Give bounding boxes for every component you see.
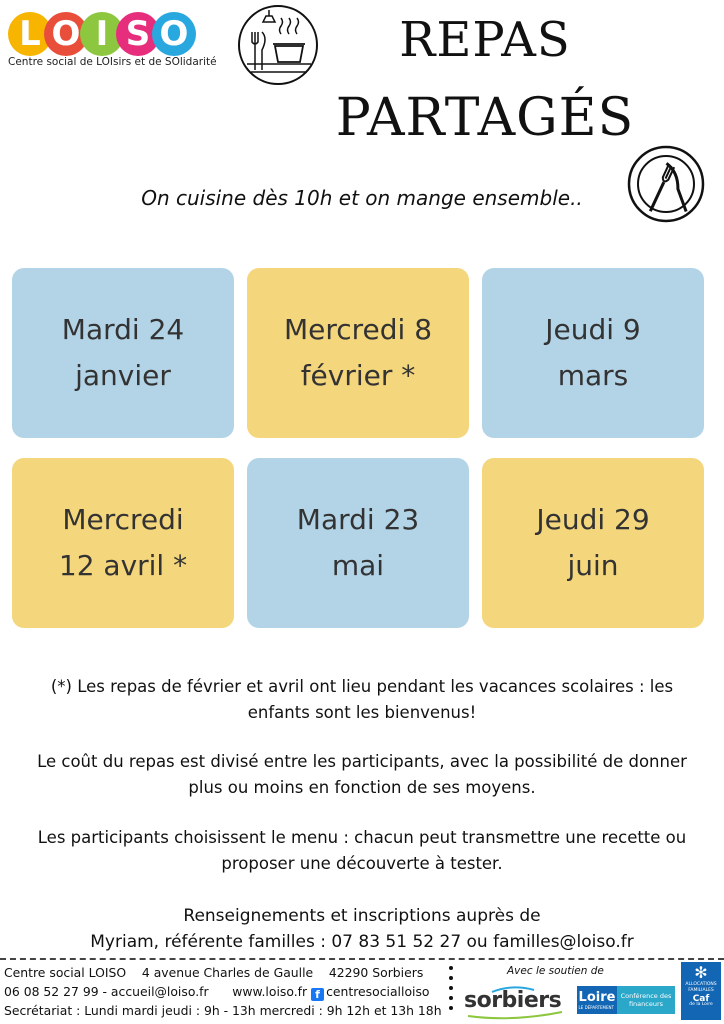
- date-card-line2: mars: [557, 359, 629, 392]
- date-card-line1: Mercredi: [62, 503, 184, 536]
- menu-info: [20, 825, 704, 877]
- caf-top-text: ALLOCATIONS FAMILIALES: [685, 982, 717, 993]
- date-card: [482, 458, 704, 628]
- footer-hours: Secrétariat : Lundi mardi jeudi : 9h - 13h mercredi : 9h 12h et 13h 18h: [4, 1003, 442, 1018]
- logo-tagline: Centre social de LOIsirs et de SOlidarité: [8, 56, 217, 68]
- loire-text: Loire: [578, 990, 616, 1005]
- holiday-note-line1: (*) Les repas de février et avril ont lieu pendant les vacances scolaires : les: [50, 677, 674, 696]
- footer-address: Centre social LOISO 4 avenue Charles de Gaulle 42290 Sorbiers: [4, 965, 424, 980]
- holiday-note: [20, 674, 704, 726]
- logo-letter-o: O: [44, 12, 88, 56]
- cost-info: [20, 749, 704, 801]
- loire-logo: [577, 986, 675, 1014]
- logo-letter-l: L: [8, 12, 52, 56]
- loire-subtext: LE DÉPARTEMENT: [578, 1005, 614, 1010]
- footer-contacts: [4, 984, 430, 1001]
- date-card-line1: Mardi 24: [61, 313, 185, 346]
- date-card-line1: Jeudi 9: [545, 313, 641, 346]
- footer-separator-dots: [449, 966, 455, 1016]
- holiday-note-line2: enfants sont les bienvenus!: [247, 703, 477, 722]
- snowflake-icon: ✻: [694, 963, 708, 982]
- footer-phone-email: 06 08 52 27 99 - accueil@loiso.fr: [4, 984, 209, 999]
- date-card-line1: Jeudi 29: [536, 503, 650, 536]
- loiso-logo: [6, 8, 217, 68]
- contact-info-line1: Renseignements et inscriptions auprès de: [183, 906, 541, 926]
- sorbiers-logo: [462, 984, 567, 1020]
- logo-letter-s: S: [116, 12, 160, 56]
- subtitle: On cuisine dès 10h et on mange ensemble..: [141, 186, 583, 210]
- date-card-line1: Mercredi 8: [283, 313, 433, 346]
- sorbiers-text: sorbiers: [464, 988, 562, 1013]
- logo-letters: [8, 10, 198, 54]
- support-label: Avec le soutien de: [507, 965, 604, 977]
- footer-divider: [0, 958, 724, 960]
- loire-label-block: [577, 986, 617, 1014]
- menu-info-line1: Les participants choisissent le menu : chacun peut transmettre une recette ou: [37, 828, 687, 847]
- date-card: [12, 458, 234, 628]
- logo-letter-i: I: [80, 12, 124, 56]
- conference-financeurs: Conférence des financeurs: [617, 986, 675, 1014]
- date-card: [482, 268, 704, 438]
- date-card-line2: janvier: [75, 359, 171, 392]
- date-card: [12, 268, 234, 438]
- caf-bottom-text: de la Loire: [689, 1002, 713, 1007]
- cooking-pot-icon: [237, 4, 319, 86]
- date-card-line2: février *: [300, 359, 416, 392]
- date-card-line1: Mardi 23: [296, 503, 420, 536]
- footer-facebook-link[interactable]: centresocialloiso: [326, 984, 430, 999]
- contact-info-line2: Myriam, référente familles : 07 83 51 52 27 ou familles@loiso.fr: [90, 932, 634, 952]
- contact-info: [20, 903, 704, 955]
- date-card: [247, 268, 469, 438]
- cost-info-line2: plus ou moins en fonction de ses moyens.: [188, 778, 536, 797]
- menu-info-line2: proposer une découverte à tester.: [221, 854, 503, 873]
- date-card-line2: 12 avril *: [58, 549, 188, 582]
- page-title-line1: REPAS: [399, 12, 571, 68]
- plate-fork-knife-icon: [626, 144, 706, 224]
- cost-info-line1: Le coût du repas est divisé entre les participants, avec la possibilité de donner: [37, 752, 687, 771]
- logo-letter-o2: O: [152, 12, 196, 56]
- caf-logo: [681, 962, 721, 1020]
- caf-text: Caf: [692, 994, 710, 1004]
- footer-website-link[interactable]: www.loiso.fr: [232, 984, 308, 999]
- date-card-line2: juin: [567, 549, 619, 582]
- date-card: [247, 458, 469, 628]
- facebook-icon: f: [311, 988, 324, 1001]
- date-card-line2: mai: [331, 549, 385, 582]
- page-title-line2: PARTAGÉS: [335, 88, 635, 148]
